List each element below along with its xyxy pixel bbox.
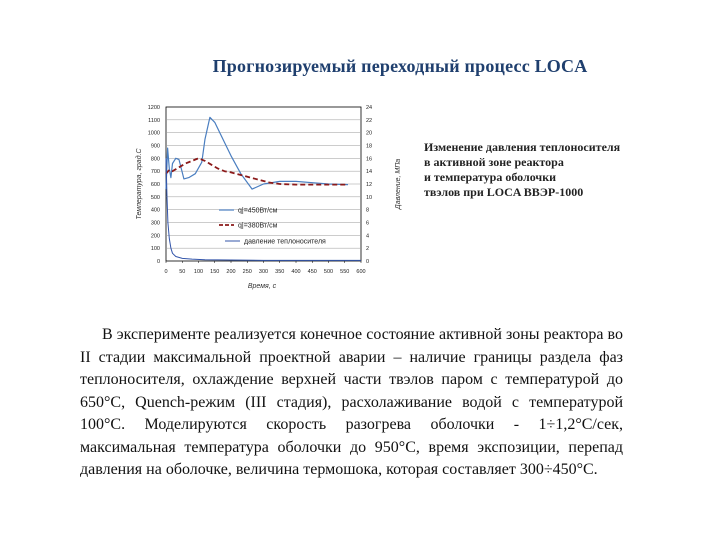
x-tick-label: 350 <box>275 269 285 275</box>
x-tick-label: 200 <box>226 269 236 275</box>
y-tick-label: 200 <box>150 233 160 240</box>
chart-caption <box>424 140 674 200</box>
y-tick-label: 700 <box>150 169 160 176</box>
x-tick-labels <box>164 261 365 275</box>
x-tick-label: 0 <box>164 269 168 275</box>
y2-tick-label: 10 <box>366 194 373 201</box>
y-tick-label: 800 <box>150 156 160 163</box>
y-tick-label: 500 <box>150 194 160 201</box>
caption-line: и температура оболочки <box>424 170 557 184</box>
y2-tick-label: 24 <box>366 105 373 111</box>
y2-tick-label: 14 <box>366 169 373 176</box>
y2-tick-label: 22 <box>366 117 373 124</box>
legend-label: q|=380Вт/см <box>238 222 278 230</box>
y2-tick-label: 6 <box>366 220 370 227</box>
body-paragraph: В эксперименте реализуется конечное состояние активной зоны реактора во II стадии максимальной проектной аварии – наличие границы раздела фаз теплоносителя, охлаждение верхней части твэлов паром с температурой до 650°С, Quench-режим (III стадия), расхолаживание водой с температурой 100°С. Моделируются скорость разогрева оболочки - 1÷1,2°С/сек, максимальная температура оболочки до 950°С, время экспозиции, перепад давления на оболочке, величина термошока, которая составляет 300÷450°С. <box>80 326 623 478</box>
x-tick-label: 100 <box>193 269 204 275</box>
caption-line: твэлов при LOCA ВВЭР-1000 <box>424 185 584 199</box>
caption-line: в активной зоне реактора <box>424 155 564 169</box>
caption-line: Изменение давления теплоносителя <box>424 140 621 154</box>
legend <box>219 208 326 246</box>
y-tick-label: 1100 <box>148 117 160 124</box>
legend-label: q|=450Вт/см <box>238 207 278 215</box>
legend-label: давление теплоносителя <box>244 238 326 246</box>
y2-tick-label: 8 <box>366 207 370 214</box>
x-tick-label: 500 <box>323 269 334 275</box>
y-tick-label: 1000 <box>147 130 160 137</box>
x-tick-label: 50 <box>179 269 186 275</box>
y-tick-label: 100 <box>150 246 160 253</box>
y2-tick-label: 16 <box>366 156 373 163</box>
y-tick-label: 600 <box>150 182 160 188</box>
x-tick-label: 450 <box>307 269 317 275</box>
x-tick-label: 400 <box>291 269 301 275</box>
x-tick-label: 600 <box>356 269 366 275</box>
x-tick-label: 150 <box>210 269 220 275</box>
y2-tick-label: 18 <box>366 143 373 150</box>
y2-tick-label: 2 <box>366 246 370 253</box>
y2-tick-labels <box>366 105 372 265</box>
slide-title: Прогнозируемый переходный процесс LOCA <box>212 56 588 76</box>
series-line-2 <box>166 158 348 184</box>
x-tick-label: 550 <box>340 269 350 275</box>
y-tick-label: 900 <box>150 143 160 150</box>
y-tick-label: 300 <box>150 220 160 227</box>
y-axis-label: Температура, град.С <box>136 148 143 220</box>
x-axis-label: Время, с <box>247 283 277 290</box>
y2-tick-label: 0 <box>366 259 370 265</box>
y2-tick-label: 4 <box>366 233 370 240</box>
y-tick-label: 400 <box>150 207 160 214</box>
y2-axis-label: Давление, МПа <box>395 158 402 210</box>
y-tick-labels <box>148 105 160 265</box>
y2-tick-label: 12 <box>366 182 373 188</box>
y2-tick-label: 20 <box>366 130 373 137</box>
y-tick-label: 1200 <box>147 105 160 111</box>
x-tick-label: 300 <box>258 269 269 275</box>
x-tick-label: 250 <box>242 269 252 275</box>
y-tick-label: 0 <box>156 259 160 265</box>
